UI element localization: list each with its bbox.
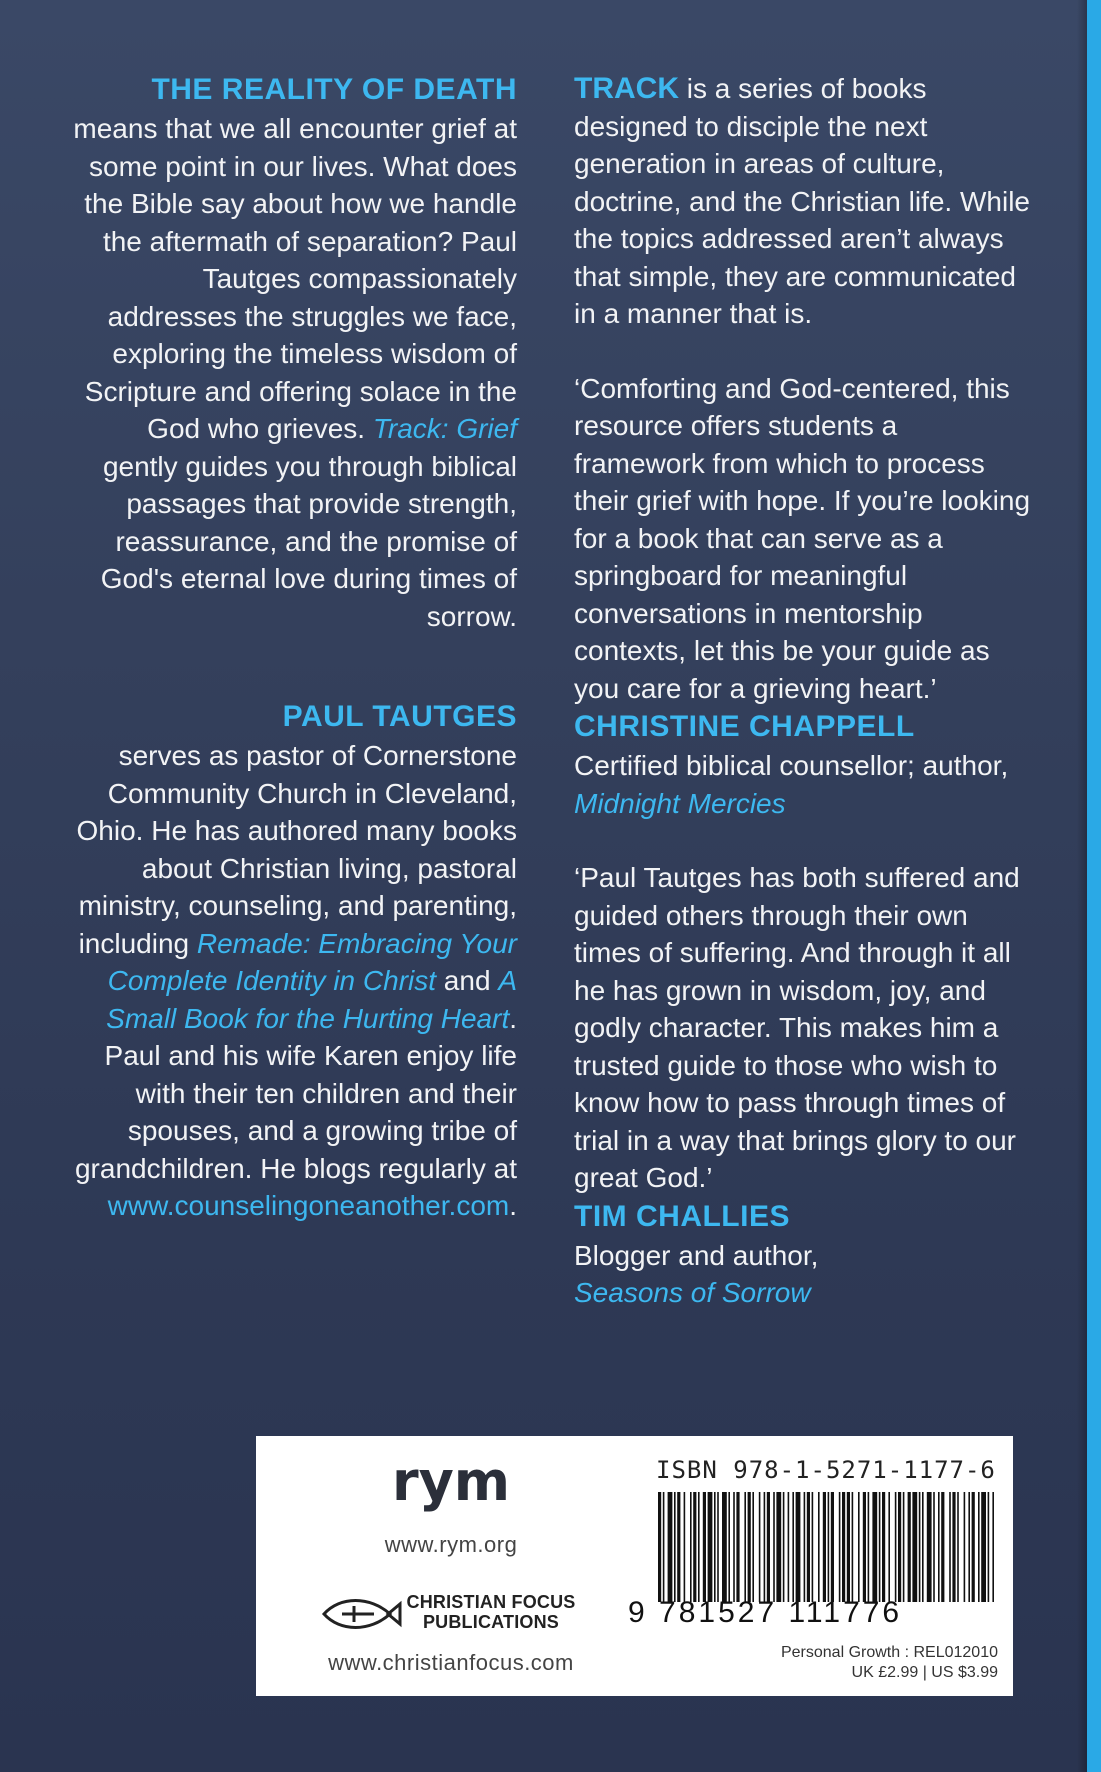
barcode-bar <box>964 1492 966 1602</box>
blurb-text <box>70 110 517 635</box>
barcode-bar <box>776 1492 781 1602</box>
author-book-2: A Small Book for the Hurting Heart <box>106 965 517 1034</box>
barcode-bar <box>804 1492 806 1602</box>
barcode-bar <box>668 1492 673 1602</box>
barcode-bar <box>968 1492 970 1602</box>
publisher-name-line2: PUBLICATIONS <box>422 1612 560 1632</box>
barcode-bar <box>927 1492 932 1602</box>
barcode-bar <box>952 1492 955 1602</box>
barcode <box>654 1492 999 1602</box>
endorser-work-1: Midnight Mercies <box>574 787 786 819</box>
barcode-bar <box>823 1492 826 1602</box>
barcode-bar <box>708 1492 713 1602</box>
barcode-bar <box>908 1492 911 1602</box>
barcode-bar <box>852 1492 854 1602</box>
barcode-bar <box>888 1492 890 1602</box>
endorser-name-2: TIM CHALLIES <box>574 1199 790 1233</box>
barcode-bar <box>792 1492 794 1602</box>
series-heading: TRACK <box>574 72 679 105</box>
publisher-panel <box>256 1436 1013 1696</box>
right-column <box>574 70 1034 1312</box>
barcode-bar <box>714 1492 716 1602</box>
barcode-bar <box>744 1492 746 1602</box>
endorser-role-2 <box>574 1237 1034 1312</box>
barcode-bar <box>828 1492 830 1602</box>
publisher-name <box>406 1592 576 1632</box>
spine-shadow <box>1077 0 1087 1772</box>
barcode-bar <box>919 1492 921 1602</box>
barcode-bar <box>868 1492 870 1602</box>
barcode-bar <box>722 1492 727 1602</box>
spacer <box>70 635 517 697</box>
barcode-bar <box>807 1492 810 1602</box>
endorser-role-1 <box>574 747 1034 822</box>
barcode-bar <box>767 1492 770 1602</box>
isbn-text: ISBN 978-1-5271-1177-6 <box>656 1456 996 1484</box>
barcode-bar <box>690 1492 692 1602</box>
author-bio-part-4: . <box>509 1190 517 1221</box>
barcode-bar <box>831 1492 834 1602</box>
book-category: Personal Growth : REL012010 <box>780 1644 998 1661</box>
barcode-bar <box>847 1492 850 1602</box>
barcode-bar <box>903 1492 905 1602</box>
fish-icon <box>318 1592 402 1636</box>
endorser-name-1: CHRISTINE CHAPPELL <box>574 710 915 743</box>
left-column <box>70 70 517 1225</box>
barcode-bar <box>693 1492 696 1602</box>
rym-logo-icon <box>391 1454 511 1524</box>
barcode-bar <box>898 1492 901 1602</box>
barcode-bar <box>796 1492 801 1602</box>
barcode-bar <box>992 1492 994 1602</box>
blurb-book-title: Track: Grief <box>372 413 517 444</box>
barcode-bar <box>858 1492 860 1602</box>
endorser-role-text-2: Blogger and author, <box>574 1239 819 1271</box>
endorsement-quote-1: ‘Comforting and God-centered, this resource offers students a framework from which to process their grief with hope. If you’re looking for a book that can serve as a springboard for meaningful conversations in mentorship contexts, let this be your guide as you care for a grieving heart.’ <box>574 372 1031 704</box>
author-website-link[interactable]: www.counselingoneanother.com <box>107 1190 510 1221</box>
barcode-bar <box>728 1492 730 1602</box>
blurb-text-after: gently guides you through biblical passages that provide strength, reassurance, and the promise of God's eternal love during times of sorrow. <box>100 450 517 632</box>
series-text: is a series of books designed to disciple the next generation in areas of culture, doctrine, and the Christian life. While the topics addressed aren’t always that simple, they are communicated in a manner that is. <box>574 73 1030 329</box>
series-description <box>574 70 1034 333</box>
barcode-bar <box>748 1492 751 1602</box>
barcode-bar <box>684 1492 686 1602</box>
endorser-role-text-1: Certified biblical counsellor; author, <box>574 750 1009 781</box>
barcode-bar <box>842 1492 845 1602</box>
author-bio-part-2: and <box>436 965 499 996</box>
barcode-bar <box>981 1492 986 1602</box>
spacer <box>574 822 1034 859</box>
publisher-name-line1: CHRISTIAN FOCUS <box>406 1592 576 1612</box>
spine-strip <box>1087 0 1101 1772</box>
endorsement-quote-2: ‘Paul Tautges has both suffered and guided others through their own times of suffering. And through it all he has grown in wisdom, joy, and godly character. This makes him a trusted guide to those who wish to know how to pass through times of trial in a way that brings glory to our great God.’ <box>574 862 1020 1193</box>
barcode-bar <box>677 1492 680 1602</box>
barcode-bar <box>941 1492 944 1602</box>
barcode-bar <box>736 1492 739 1602</box>
barcode-bar <box>978 1492 980 1602</box>
barcode-bar <box>759 1492 761 1602</box>
rym-logo-text: rym <box>391 1454 511 1513</box>
author-heading: PAUL TAUTGES <box>282 700 517 733</box>
rym-url[interactable]: www.rym.org <box>384 1532 518 1557</box>
barcode-bar <box>818 1492 820 1602</box>
barcode-bar <box>882 1492 885 1602</box>
barcode-bar <box>717 1492 719 1602</box>
barcode-bar <box>957 1492 959 1602</box>
blurb-text-before: means that we all encounter grief at some point in our lives. What does the Bible say about how we handle the aftermath of separation? Paul Tautges compassionately addresses the struggles we face, exploring the timeless wisdom of Scripture and offering solace in the God who grieves. <box>73 113 517 444</box>
barcode-bar <box>733 1492 735 1602</box>
barcode-bar <box>788 1492 790 1602</box>
barcode-bar <box>773 1492 775 1602</box>
author-bio <box>70 737 517 1225</box>
barcode-bar <box>839 1492 841 1602</box>
barcode-bar <box>783 1492 785 1602</box>
publisher-url[interactable]: www.christianfocus.com <box>328 1650 574 1675</box>
barcode-bar <box>674 1492 676 1602</box>
book-price: UK £2.99 | US $3.99 <box>851 1664 998 1681</box>
barcode-bar <box>764 1492 766 1602</box>
barcode-bar <box>752 1492 754 1602</box>
spacer <box>574 333 1034 370</box>
barcode-bar <box>912 1492 917 1602</box>
barcode-bar <box>938 1492 940 1602</box>
barcode-digits: 9 781527 111776 <box>628 1596 903 1629</box>
barcode-bar <box>703 1492 706 1602</box>
author-bio-part-3: . Paul and his wife Karen enjoy life with their ten children and their spouses, and a growing tribe of grandchildren. He blogs regularly at <box>74 1002 517 1184</box>
author-bio-part-1: serves as pastor of Cornerstone Community Church in Cleveland, Ohio. He has authored many books about Christian living, pastoral ministry, counseling, and parenting, including <box>76 740 517 959</box>
barcode-bar <box>698 1492 700 1602</box>
author-book-1: Remade: Embracing Your Complete Identity in Christ <box>107 927 517 996</box>
barcode-bar <box>872 1492 877 1602</box>
barcode-bar <box>879 1492 881 1602</box>
barcode-bar <box>972 1492 975 1602</box>
endorser-work-2: Seasons of Sorrow <box>574 1277 811 1308</box>
barcode-bar <box>663 1492 665 1602</box>
barcode-bar <box>863 1492 866 1602</box>
barcode-bar <box>812 1492 814 1602</box>
barcode-bar <box>922 1492 924 1602</box>
barcode-bar <box>988 1492 990 1602</box>
barcode-bar <box>933 1492 935 1602</box>
blurb-heading: THE REALITY OF DEATH <box>151 73 517 106</box>
barcode-bar <box>895 1492 897 1602</box>
barcode-bar <box>658 1492 661 1602</box>
barcode-bar <box>949 1492 951 1602</box>
